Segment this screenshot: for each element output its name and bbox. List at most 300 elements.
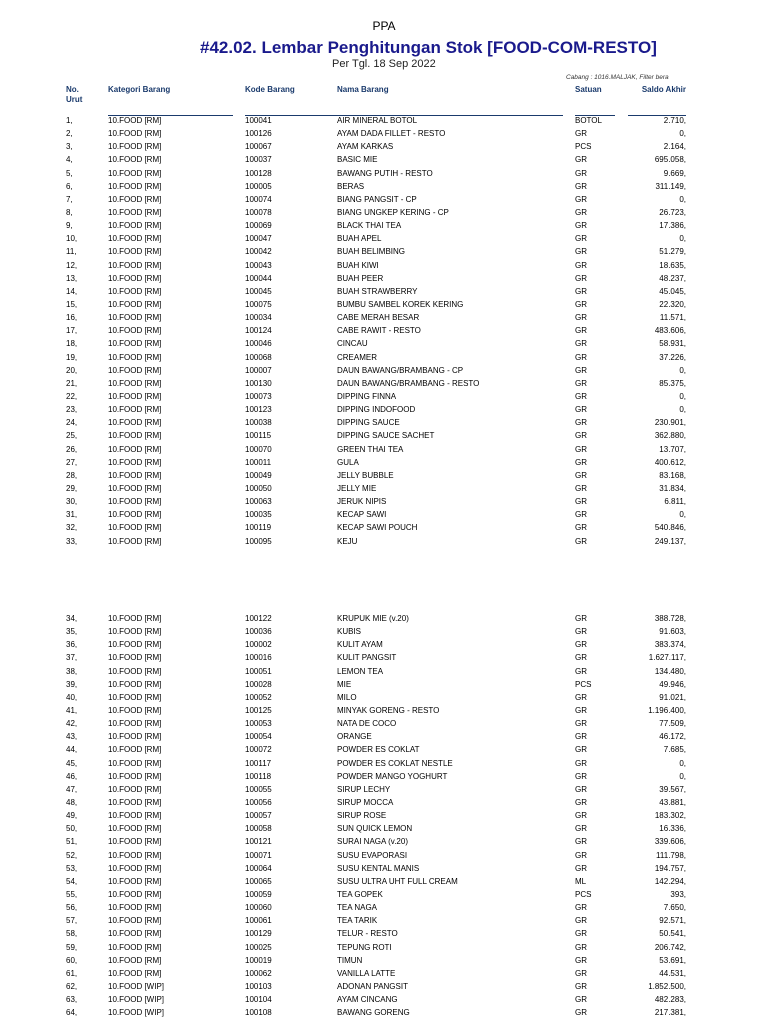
row-category: 10.FOOD [RM] (108, 365, 162, 375)
row-item-code: 100074 (245, 194, 272, 204)
row-number: 10, (66, 234, 78, 244)
column-header-no-label: No. (66, 85, 79, 94)
row-number: 64, (66, 1008, 78, 1018)
row-category: 10.FOOD [RM] (108, 299, 162, 309)
row-item-name: GULA (337, 457, 359, 467)
table-row (0, 153, 768, 166)
row-item-name: DAUN BAWANG/BRAMBANG - CP (337, 365, 464, 375)
row-unit: GR (575, 745, 587, 755)
row-unit: GR (575, 405, 587, 415)
row-unit: GR (575, 260, 587, 270)
row-number: 15, (66, 299, 78, 309)
row-category: 10.FOOD [RM] (108, 955, 162, 965)
row-item-name: KEJU (337, 536, 358, 546)
row-final-balance: 1.196.400, (648, 705, 686, 715)
row-unit: GR (575, 431, 587, 441)
row-number: 7, (66, 194, 73, 204)
row-unit: GR (575, 784, 587, 794)
row-number: 23, (66, 405, 78, 415)
row-category: 10.FOOD [RM] (108, 431, 162, 441)
row-final-balance: 31.834, (659, 483, 686, 493)
row-item-code: 100122 (245, 614, 272, 623)
row-final-balance: 53.691, (659, 955, 686, 965)
table-row (0, 967, 768, 980)
row-item-name: BUAH PEER (337, 273, 384, 283)
row-item-name: KECAP SAWI (337, 510, 387, 520)
row-item-name: CABE MERAH BESAR (337, 313, 420, 323)
row-number: 61, (66, 968, 78, 978)
row-number: 36, (66, 640, 78, 650)
row-unit: GR (575, 352, 587, 362)
table-row (0, 757, 768, 770)
row-unit: GR (575, 221, 587, 231)
row-item-code: 100016 (245, 653, 272, 663)
row-category: 10.FOOD [RM] (108, 732, 162, 742)
table-row (0, 508, 768, 521)
row-final-balance: 217.381, (654, 1008, 686, 1018)
row-item-name: KUBIS (337, 627, 362, 637)
row-final-balance: 311.149, (655, 181, 686, 191)
row-final-balance: 45.045, (659, 286, 686, 296)
row-unit: BOTOL (575, 116, 602, 125)
row-category: 10.FOOD [RM] (108, 194, 162, 204)
row-item-name: BIANG UNGKEP KERING - CP (337, 207, 449, 217)
row-number: 58, (66, 929, 78, 939)
row-unit: ML (575, 876, 587, 886)
row-category: 10.FOOD [RM] (108, 745, 162, 755)
row-item-code: 100070 (245, 444, 272, 454)
row-number: 37, (66, 653, 78, 663)
row-unit: GR (575, 942, 587, 952)
row-category: 10.FOOD [RM] (108, 378, 162, 388)
table-row (0, 730, 768, 743)
row-item-name: SUSU ULTRA UHT FULL CREAM (337, 876, 458, 886)
row-item-code: 100065 (245, 876, 272, 886)
row-number: 50, (66, 824, 78, 834)
row-item-code: 100072 (245, 745, 272, 755)
row-category: 10.FOOD [RM] (108, 614, 162, 623)
row-final-balance: 7.650, (663, 903, 686, 913)
row-item-name: POWDER ES COKLAT NESTLE (337, 758, 453, 768)
row-final-balance: 37.226, (659, 352, 686, 362)
row-unit: GR (575, 444, 587, 454)
row-item-code: 100103 (245, 981, 272, 991)
report-title: #42.02. Lembar Penghitungan Stok [FOOD-COM-RESTO] (200, 38, 657, 57)
row-item-code: 100060 (245, 903, 272, 913)
row-unit: GR (575, 824, 587, 834)
row-number: 39, (66, 679, 78, 689)
row-final-balance: 51.279, (659, 247, 686, 257)
row-number: 9, (66, 221, 73, 231)
row-item-code: 100129 (245, 929, 272, 939)
row-item-name: KRUPUK MIE (v.20) (337, 614, 409, 623)
row-item-name: KECAP SAWI POUCH (337, 523, 418, 533)
row-item-name: SUN QUICK LEMON (337, 824, 413, 834)
row-category: 10.FOOD [RM] (108, 168, 162, 178)
row-unit: GR (575, 968, 587, 978)
table-row (0, 717, 768, 730)
row-item-name: DIPPING FINNA (337, 391, 397, 401)
row-item-code: 100108 (245, 1008, 272, 1018)
row-number: 14, (66, 286, 78, 296)
row-number: 42, (66, 719, 78, 729)
company-name: PPA (372, 19, 396, 33)
row-category: 10.FOOD [RM] (108, 811, 162, 821)
row-category: 10.FOOD [RM] (108, 824, 162, 834)
row-final-balance: 18.635, (659, 260, 686, 270)
row-final-balance: 91.603, (659, 627, 686, 637)
row-category: 10.FOOD [RM] (108, 510, 162, 520)
row-unit: GR (575, 299, 587, 309)
row-unit: GR (575, 995, 587, 1005)
row-final-balance: 44.531, (659, 968, 686, 978)
row-unit: GR (575, 692, 587, 702)
row-item-name: BAWANG PUTIH - RESTO (337, 168, 433, 178)
row-item-code: 100121 (245, 837, 272, 847)
table-row (0, 377, 768, 390)
row-item-name: BAWANG GORENG (337, 1008, 410, 1018)
row-category: 10.FOOD [RM] (108, 916, 162, 926)
table-row (0, 691, 768, 704)
row-unit: GR (575, 129, 587, 139)
row-item-name: DAUN BAWANG/BRAMBANG - RESTO (337, 378, 480, 388)
table-row (0, 167, 768, 180)
table-row (0, 809, 768, 822)
table-row (0, 245, 768, 258)
table-row (0, 272, 768, 285)
row-item-name: TEA TARIK (337, 916, 378, 926)
stock-table-top (0, 114, 768, 548)
row-item-code: 100075 (245, 299, 272, 309)
row-number: 43, (66, 732, 78, 742)
row-number: 20, (66, 365, 78, 375)
row-category: 10.FOOD [RM] (108, 391, 162, 401)
row-item-code: 100019 (245, 955, 272, 965)
row-item-code: 100005 (245, 181, 272, 191)
row-final-balance: 0, (679, 194, 686, 204)
row-item-name: BASIC MIE (337, 155, 378, 165)
row-item-code: 100002 (245, 640, 272, 650)
row-item-code: 100067 (245, 142, 272, 152)
row-unit: GR (575, 326, 587, 336)
row-unit: GR (575, 378, 587, 388)
row-category: 10.FOOD [RM] (108, 784, 162, 794)
stock-table-bottom (0, 612, 768, 1019)
row-item-code: 100061 (245, 916, 272, 926)
row-number: 41, (66, 705, 78, 715)
row-final-balance: 183.302, (654, 811, 686, 821)
row-category: 10.FOOD [RM] (108, 418, 162, 428)
row-item-name: GREEN THAI TEA (337, 444, 404, 454)
row-unit: GR (575, 273, 587, 283)
row-category: 10.FOOD [RM] (108, 797, 162, 807)
row-number: 11, (66, 247, 77, 257)
row-final-balance: 540.846, (654, 523, 686, 533)
row-item-code: 100049 (245, 470, 272, 480)
row-unit: GR (575, 653, 587, 663)
row-unit: GR (575, 234, 587, 244)
row-unit: GR (575, 365, 587, 375)
row-category: 10.FOOD [WIP] (108, 995, 165, 1005)
row-item-code: 100064 (245, 863, 272, 873)
table-row (0, 180, 768, 193)
row-category: 10.FOOD [RM] (108, 339, 162, 349)
row-category: 10.FOOD [RM] (108, 352, 162, 362)
report-date: Per Tgl. 18 Sep 2022 (332, 58, 436, 70)
row-item-code: 100028 (245, 679, 272, 689)
row-item-code: 100071 (245, 850, 272, 860)
row-number: 16, (66, 313, 78, 323)
row-final-balance: 85.375, (659, 378, 686, 388)
row-item-code: 100044 (245, 273, 272, 283)
row-final-balance: 83.168, (659, 470, 686, 480)
row-number: 32, (66, 523, 78, 533)
row-unit: GR (575, 614, 587, 623)
row-final-balance: 339.606, (654, 837, 686, 847)
row-unit: GR (575, 903, 587, 913)
row-unit: GR (575, 981, 587, 991)
row-item-name: BLACK THAI TEA (337, 221, 402, 231)
row-number: 19, (66, 352, 78, 362)
column-header-saldo: Saldo Akhir (641, 85, 686, 94)
row-unit: GR (575, 863, 587, 873)
table-row (0, 206, 768, 219)
table-row (0, 743, 768, 756)
row-item-name: JELLY BUBBLE (337, 470, 394, 480)
table-row (0, 888, 768, 901)
row-category: 10.FOOD [RM] (108, 470, 162, 480)
row-unit: GR (575, 391, 587, 401)
row-final-balance: 58.931, (659, 339, 686, 349)
row-number: 47, (66, 784, 78, 794)
row-item-code: 100055 (245, 784, 272, 794)
row-item-code: 100037 (245, 155, 272, 165)
row-number: 6, (66, 181, 73, 191)
row-number: 2, (66, 129, 73, 139)
row-item-name: SIRUP ROSE (337, 811, 387, 821)
row-item-code: 100068 (245, 352, 272, 362)
row-item-code: 100056 (245, 797, 272, 807)
row-number: 27, (66, 457, 78, 467)
table-row (0, 456, 768, 469)
row-item-name: TEA NAGA (337, 903, 378, 913)
row-item-code: 100034 (245, 313, 272, 323)
row-number: 1, (66, 116, 73, 125)
row-number: 45, (66, 758, 78, 768)
row-number: 21, (66, 378, 78, 388)
row-category: 10.FOOD [RM] (108, 286, 162, 296)
row-category: 10.FOOD [RM] (108, 863, 162, 873)
row-item-code: 100126 (245, 129, 272, 139)
row-unit: GR (575, 194, 587, 204)
table-row (0, 521, 768, 534)
row-final-balance: 16.336, (659, 824, 686, 834)
row-number: 17, (66, 326, 78, 336)
row-final-balance: 7.685, (663, 745, 686, 755)
row-number: 44, (66, 745, 78, 755)
row-item-code: 100057 (245, 811, 272, 821)
table-row (0, 495, 768, 508)
row-category: 10.FOOD [RM] (108, 116, 162, 125)
row-unit: PCS (575, 142, 592, 152)
row-number: 26, (66, 444, 78, 454)
row-item-name: AIR MINERAL BOTOL (337, 116, 418, 125)
row-final-balance: 0, (679, 405, 686, 415)
row-item-name: BUAH STRAWBERRY (337, 286, 418, 296)
table-row (0, 993, 768, 1006)
row-number: 40, (66, 692, 78, 702)
column-header-nama: Nama Barang (337, 85, 389, 94)
table-row (0, 914, 768, 927)
row-category: 10.FOOD [RM] (108, 260, 162, 270)
row-item-name: LEMON TEA (337, 666, 384, 676)
table-row (0, 612, 768, 625)
table-row (0, 941, 768, 954)
row-final-balance: 194.757, (654, 863, 686, 873)
table-row (0, 862, 768, 875)
row-item-name: CINCAU (337, 339, 368, 349)
row-number: 5, (66, 168, 73, 178)
row-unit: GR (575, 1008, 587, 1018)
row-item-name: JELLY MIE (337, 483, 377, 493)
row-final-balance: 388.728, (654, 614, 686, 623)
row-final-balance: 2.710, (663, 116, 686, 125)
row-item-name: AYAM CINCANG (337, 995, 398, 1005)
table-row (0, 927, 768, 940)
row-final-balance: 39.567, (659, 784, 686, 794)
row-item-name: TELUR - RESTO (337, 929, 398, 939)
row-unit: GR (575, 168, 587, 178)
row-item-code: 100011 (245, 457, 272, 467)
table-row (0, 835, 768, 848)
row-category: 10.FOOD [RM] (108, 536, 162, 546)
row-unit: GR (575, 510, 587, 520)
column-header-satuan: Satuan (575, 85, 602, 94)
row-item-code: 100069 (245, 221, 272, 231)
row-item-name: BUAH BELIMBING (337, 247, 406, 257)
row-number: 33, (66, 536, 78, 546)
row-unit: GR (575, 181, 587, 191)
row-unit: GR (575, 955, 587, 965)
row-final-balance: 0, (679, 365, 686, 375)
table-row (0, 625, 768, 638)
row-item-code: 100073 (245, 391, 272, 401)
table-row (0, 140, 768, 153)
row-item-code: 100117 (245, 758, 272, 768)
table-row (0, 783, 768, 796)
table-row (0, 822, 768, 835)
table-row (0, 127, 768, 140)
row-number: 51, (66, 837, 78, 847)
row-category: 10.FOOD [RM] (108, 705, 162, 715)
row-item-name: MINYAK GORENG - RESTO (337, 705, 440, 715)
row-item-code: 100050 (245, 483, 272, 493)
row-unit: GR (575, 523, 587, 533)
row-number: 34, (66, 614, 78, 623)
row-item-code: 100035 (245, 510, 272, 520)
row-category: 10.FOOD [RM] (108, 273, 162, 283)
row-category: 10.FOOD [RM] (108, 247, 162, 257)
table-row (0, 364, 768, 377)
row-item-name: ORANGE (337, 732, 372, 742)
row-category: 10.FOOD [RM] (108, 444, 162, 454)
row-item-name: DIPPING INDOFOOD (337, 405, 416, 415)
table-row (0, 219, 768, 232)
row-category: 10.FOOD [WIP] (108, 1008, 165, 1018)
row-item-code: 100115 (245, 431, 272, 441)
row-category: 10.FOOD [RM] (108, 627, 162, 637)
row-category: 10.FOOD [RM] (108, 326, 162, 336)
row-category: 10.FOOD [RM] (108, 142, 162, 152)
row-unit: GR (575, 457, 587, 467)
table-row (0, 443, 768, 456)
row-item-name: POWDER ES COKLAT (337, 745, 420, 755)
row-final-balance: 362.880, (654, 431, 686, 441)
row-final-balance: 400.612, (654, 457, 686, 467)
row-item-name: TEPUNG ROTI (337, 942, 392, 952)
row-final-balance: 393, (670, 889, 686, 899)
table-row (0, 390, 768, 403)
row-number: 49, (66, 811, 78, 821)
row-item-code: 100053 (245, 719, 272, 729)
row-item-code: 100047 (245, 234, 272, 244)
row-item-name: SUSU KENTAL MANIS (337, 863, 420, 873)
row-final-balance: 49.946, (659, 679, 686, 689)
row-item-code: 100123 (245, 405, 272, 415)
row-item-code: 100054 (245, 732, 272, 742)
row-unit: GR (575, 155, 587, 165)
table-row (0, 875, 768, 888)
row-item-code: 100058 (245, 824, 272, 834)
row-category: 10.FOOD [RM] (108, 653, 162, 663)
row-category: 10.FOOD [RM] (108, 968, 162, 978)
table-row (0, 1006, 768, 1019)
row-unit: GR (575, 497, 587, 507)
row-item-name: ADONAN PANGSIT (337, 981, 408, 991)
table-row (0, 954, 768, 967)
table-row (0, 259, 768, 272)
row-category: 10.FOOD [RM] (108, 889, 162, 899)
row-final-balance: 0, (679, 771, 686, 781)
row-final-balance: 17.386, (659, 221, 686, 231)
table-row (0, 298, 768, 311)
row-final-balance: 26.723, (659, 207, 686, 217)
row-number: 28, (66, 470, 78, 480)
row-number: 3, (66, 142, 73, 152)
row-unit: GR (575, 732, 587, 742)
row-final-balance: 134.480, (654, 666, 686, 676)
branch-filter-note: Cabang : 1016.MALJAK, Filter bera (566, 74, 669, 81)
row-category: 10.FOOD [RM] (108, 942, 162, 952)
row-item-name: DIPPING SAUCE SACHET (337, 431, 435, 441)
row-item-name: MILO (337, 692, 357, 702)
row-item-name: JERUK NIPIS (337, 497, 387, 507)
row-final-balance: 13.707, (659, 444, 686, 454)
row-final-balance: 0, (679, 234, 686, 244)
row-number: 25, (66, 431, 78, 441)
row-category: 10.FOOD [RM] (108, 666, 162, 676)
row-item-code: 100046 (245, 339, 272, 349)
row-item-name: SIRUP LECHY (337, 784, 391, 794)
row-category: 10.FOOD [RM] (108, 523, 162, 533)
row-item-name: AYAM DADA FILLET - RESTO (337, 129, 446, 139)
row-number: 35, (66, 627, 78, 637)
row-final-balance: 43.881, (659, 797, 686, 807)
row-category: 10.FOOD [RM] (108, 876, 162, 886)
row-unit: GR (575, 666, 587, 676)
table-row (0, 114, 768, 127)
row-number: 4, (66, 155, 73, 165)
